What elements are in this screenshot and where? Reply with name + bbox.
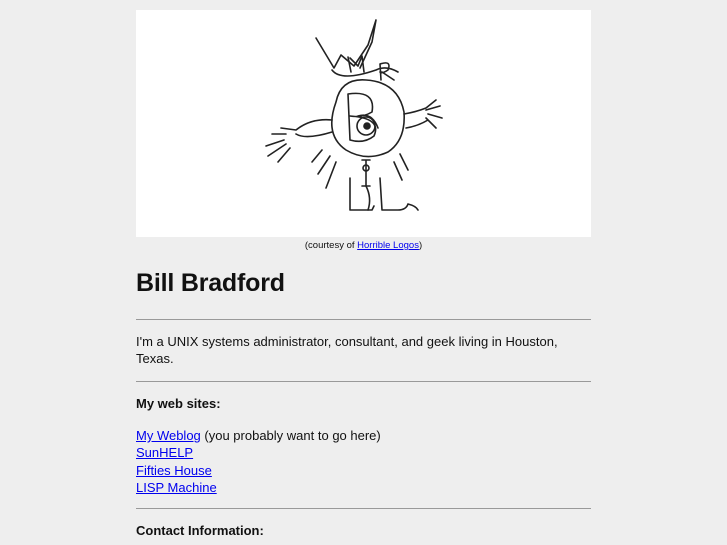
weblog-note: (you probably want to go here): [200, 428, 381, 443]
lisp-machine-link[interactable]: LISP Machine: [136, 479, 217, 495]
divider-top: [136, 319, 591, 320]
web-sites-heading: My web sites:: [136, 396, 221, 411]
horrible-logos-link[interactable]: Horrible Logos: [357, 240, 419, 251]
divider-middle: [136, 381, 591, 382]
sunhelp-link[interactable]: SunHELP: [136, 445, 194, 461]
list-item: [136, 479, 381, 496]
list-item: [136, 427, 381, 444]
web-sites-list: [136, 427, 381, 496]
divider-bottom: [136, 508, 591, 509]
caption-prefix: (courtesy of: [304, 240, 358, 251]
list-item: [136, 462, 381, 479]
list-item: [136, 444, 381, 461]
weblog-link[interactable]: My Weblog: [136, 428, 201, 443]
logo-caption: [136, 240, 591, 252]
caption-suffix: ): [418, 240, 423, 251]
mr-bill-logo: [136, 10, 591, 237]
intro-text: I'm a UNIX systems administrator, consultant, and geek living in Houston, Texas.: [136, 334, 558, 366]
contact-heading: Contact Information:: [136, 523, 264, 538]
logo-image: [136, 10, 591, 237]
page-title: Bill Bradford: [136, 269, 285, 297]
page-content: [136, 10, 591, 538]
fifties-house-link[interactable]: Fifties House: [136, 462, 212, 478]
